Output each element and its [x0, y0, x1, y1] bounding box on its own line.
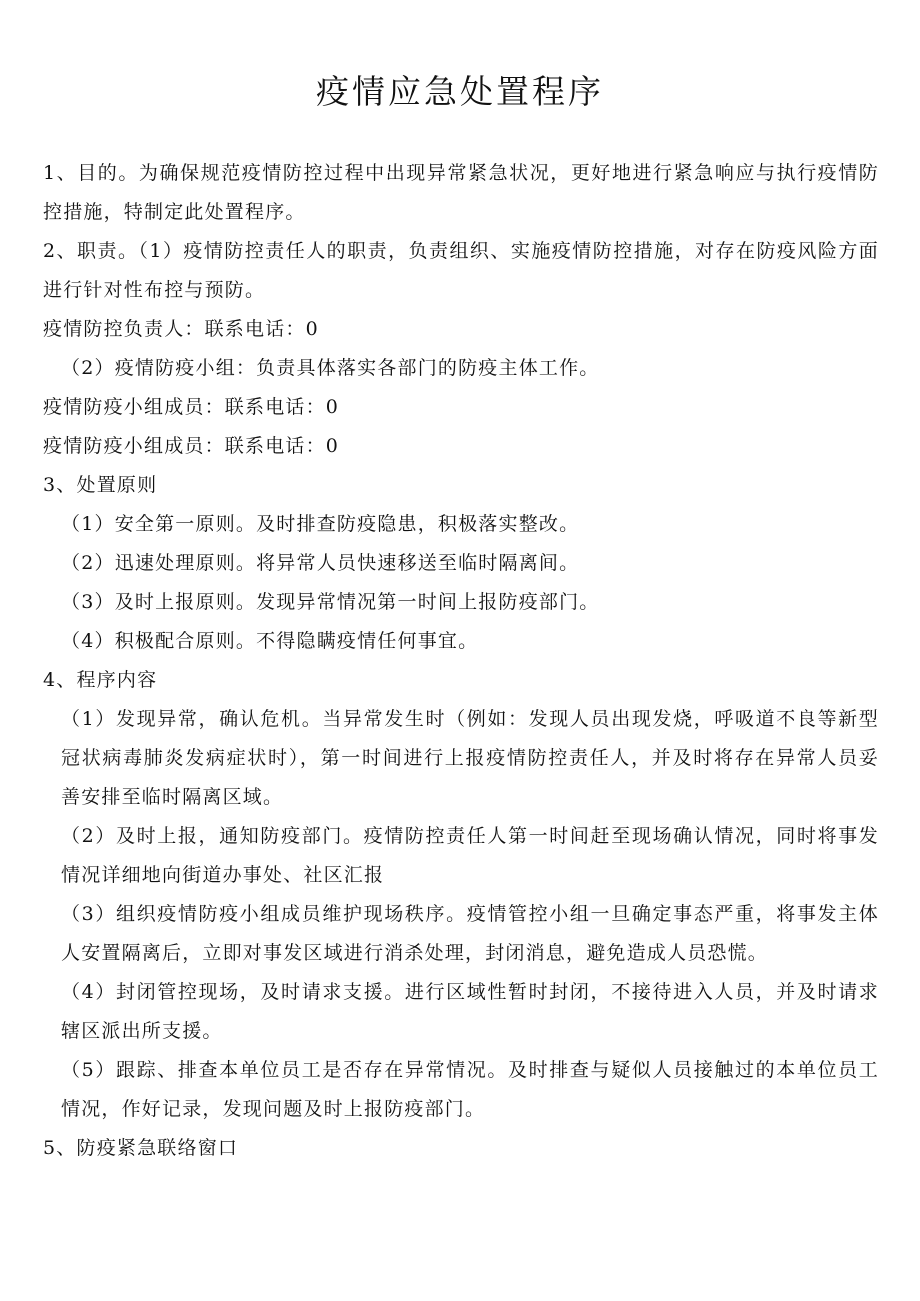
procedure-item-4: （4）封闭管控现场，及时请求支援。进行区域性暂时封闭，不接待进入人员，并及时请求辖区派出所支援。: [61, 981, 879, 1042]
contact-line-leader: 疫情防控负责人：联系电话：0: [43, 318, 319, 340]
procedure-item-5: （5）跟踪、排查本单位员工是否存在异常情况。及时排查与疑似人员接触过的本单位员工情况，作好记录，发现问题及时上报防疫部门。: [61, 1059, 879, 1120]
section-heading-procedure: 4、程序内容: [43, 669, 158, 691]
procedure-item-3: （3）组织疫情防疫小组成员维护现场秩序。疫情管控小组一旦确定事态严重，将事发主体人安置隔离后，立即对事发区域进行消杀处理，封闭消息，避免造成人员恐慌。: [61, 903, 879, 964]
principle-item-3: （3）及时上报原则。发现异常情况第一时间上报防疫部门。: [61, 591, 600, 613]
principle-item-4: （4）积极配合原则。不得隐瞒疫情任何事宜。: [61, 630, 479, 652]
section-heading-contact-window: 5、防疫紧急联络窗口: [43, 1137, 239, 1159]
document-title: 疫情应急处置程序: [316, 72, 604, 111]
document-body: [43, 154, 879, 1168]
paragraph-responsibilities: 2、职责。（1）疫情防控责任人的职责，负责组织、实施疫情防控措施，对存在防疫风险方面进行针对性布控与预防。: [43, 240, 879, 301]
paragraph-purpose: 1、目的。为确保规范疫情防控过程中出现异常紧急状况，更好地进行紧急响应与执行疫情防控措施，特制定此处置程序。: [43, 162, 879, 223]
contact-line-member-2: 疫情防疫小组成员：联系电话：0: [43, 435, 340, 457]
principle-item-1: （1）安全第一原则。及时排查防疫隐患，积极落实整改。: [61, 513, 580, 535]
section-heading-principles: 3、处置原则: [43, 474, 158, 496]
procedure-item-2: （2）及时上报，通知防疫部门。疫情防控责任人第一时间赶至现场确认情况，同时将事发情况详细地向街道办事处、社区汇报: [61, 825, 879, 886]
principle-item-2: （2）迅速处理原则。将异常人员快速移送至临时隔离间。: [61, 552, 580, 574]
procedure-item-1: （1）发现异常，确认危机。当异常发生时（例如：发现人员出现发烧，呼吸道不良等新型冠状病毒肺炎发病症状时），第一时间进行上报疫情防控责任人，并及时将存在异常人员妥善安排至临时隔离区域。: [61, 708, 879, 808]
paragraph-team-duty: （2）疫情防疫小组：负责具体落实各部门的防疫主体工作。: [61, 357, 600, 379]
contact-line-member-1: 疫情防疫小组成员：联系电话：0: [43, 396, 340, 418]
